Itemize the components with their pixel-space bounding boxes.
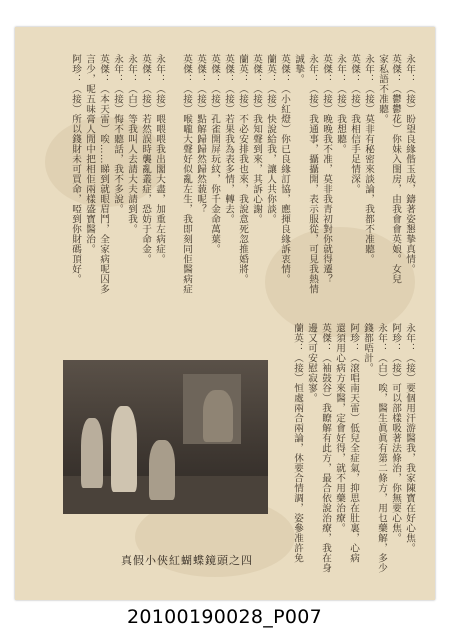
photo-figure <box>81 418 103 488</box>
script-line: 英傑：（接）孔雀開屏玩紋，你千金命萬葉。 <box>209 54 220 254</box>
photo-figure <box>203 390 233 442</box>
stage-photo <box>63 360 268 514</box>
script-line: 永年：（接）我想聽。 <box>335 54 346 154</box>
script-line: 阿珍：（接）可以部樣吸著法條治，你無要心焦。 <box>390 323 401 543</box>
script-line: 阿珍：（接）所以錢財未可買命，啞到你財碼頂好。 <box>70 54 81 284</box>
script-line: 永年：（接）莫非有秘密來談論，我都不准聽。 <box>363 54 374 264</box>
script-line: 英傑：（小紅燈）你已良緣訂協，應揮良緣訴衷情。 <box>279 54 290 284</box>
script-line: 蘭英：（接）不必安排我也來，我說意死忽推婚將。 <box>237 54 248 284</box>
script-line: 還須用心病方來醫，定會好得，就不用藥治療。 <box>334 323 345 533</box>
script-line: 蘭英：（接）快說給我，讓人共你談。 <box>265 54 276 224</box>
catalog-number: 20100190028_P007 <box>127 606 322 628</box>
script-line: 邊又可安慰寂寥。 <box>306 323 317 403</box>
script-line: 英傑：（接）我相信手足情深。 <box>349 54 360 194</box>
script-line: 永年：（白）唉，醫生眞眞有第二條方，用乜藥解，多少 <box>376 323 387 573</box>
script-line: 阿珍：（滾唱南天雷）低兒全症氣，抑思在肚裏，心病 <box>348 323 359 563</box>
script-line: 英傑：（接）點解歸歸然歸然藐呢？ <box>195 54 206 214</box>
script-line: 言少，呢五味膏人閒中把相佢兩樣盛寶醫治。 <box>84 54 95 254</box>
script-line: 英傑：（接）喉嚨大聲好似亂左生，我即刻同佢醫病症 <box>181 54 192 294</box>
script-line: 永年：（接）盼望良緣偕玉成，鑄著姿懇摯真情。 <box>404 54 415 274</box>
script-line: 永年：（白）等我叫人去請大夫請到我。 <box>126 54 137 234</box>
photo-figure <box>111 406 137 492</box>
photo-figure <box>149 440 175 500</box>
script-line: 永年：（接）要個用汗游醫我，我家陳寶在好心焦。 <box>404 323 415 553</box>
script-line: 英傑：（接）我知聲到來，其訴心謝。 <box>251 54 262 224</box>
document-page <box>15 27 435 600</box>
script-line: 永年：（接）喂喂喂我出閣大盡，加重左病症。 <box>154 54 165 264</box>
script-line: 英傑：（接）若果我為表多情，轉去。 <box>223 54 234 224</box>
script-line: 英傑：（接）晚晚我不准，莫非我青初對你就得遷？ <box>321 54 332 284</box>
photo-caption: 真假小俠紅蝴蝶鏡頭之四 <box>121 554 253 567</box>
script-line: 英傑：（本天雷）唉……睇到就眼眉鬥，全家病呢囚多 <box>98 54 109 294</box>
script-line: 英傑：（接）若然誤時襲亂叢症，恐妨于命金。 <box>140 54 151 264</box>
script-line: 錢都唔計。 <box>362 323 373 373</box>
script-line: 蘭英：（接）恒處兩合兩論，休要合情調，姿參准許免 <box>292 323 303 563</box>
script-line: 誠摯。 <box>293 54 304 84</box>
script-line: 永年：（接）悔不聽話，我不多說。 <box>112 54 123 214</box>
script-line: 家私語不准聽。 <box>377 54 388 124</box>
script-line: 永年：（接）我通事，攝攝開，表示服從，可見我熱情 <box>307 54 318 294</box>
script-line: 英傑：（袖鼓谷）我瞭解有此方，最合依說治療，我在身 <box>320 323 331 573</box>
script-line: 英傑：（鬱鬱花）你妹入閨房，由我會會英娘。女兒 <box>390 54 401 284</box>
